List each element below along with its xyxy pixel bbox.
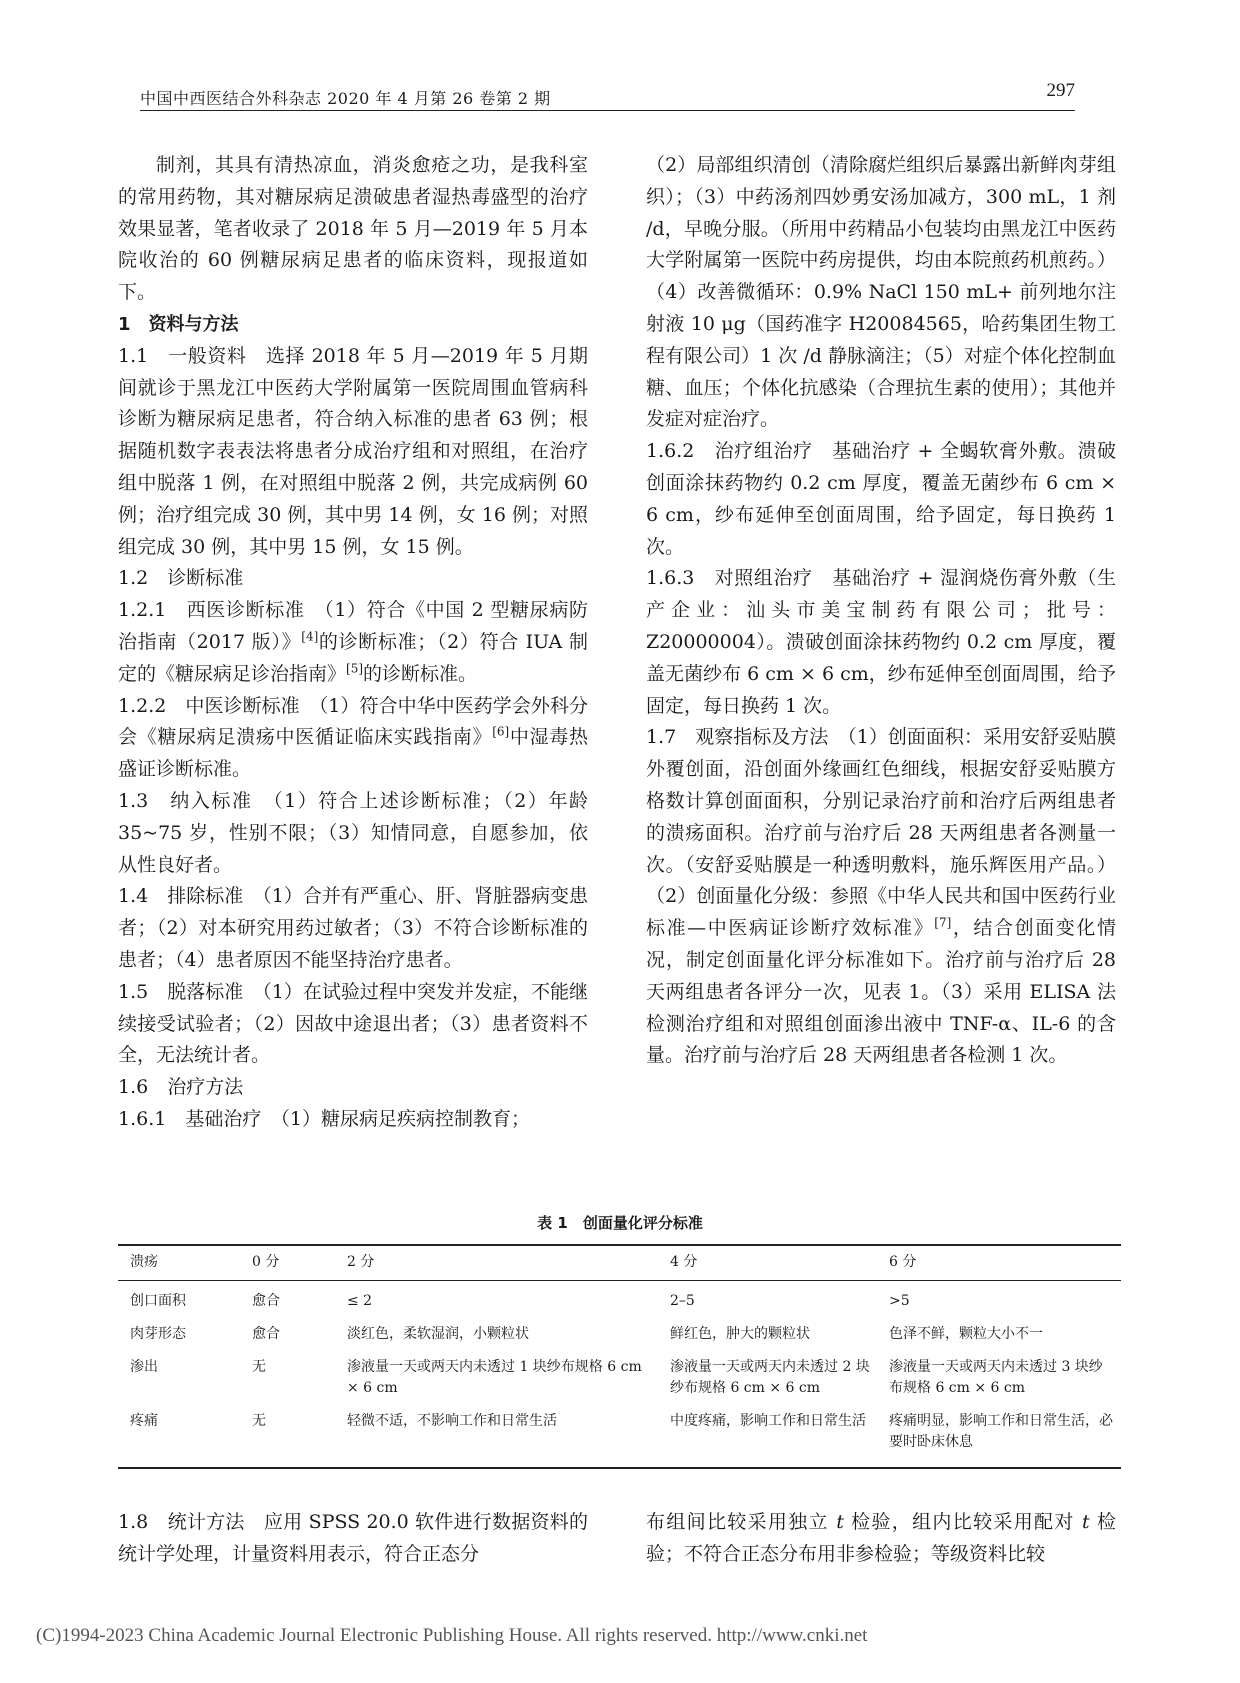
paragraph-text: 的诊断标准。 (363, 662, 478, 685)
citation: [4] (301, 629, 319, 644)
subsection-label: 1.2.2 中医诊断标准 (118, 694, 300, 717)
subsection-label: 1.6.2 治疗组治疗 (646, 440, 813, 463)
intro-paragraph: 制剂，其具有清热凉血，消炎愈疮之功，是我科室的常用药物，其对糖尿病足溃破患者湿热毒盛型的治疗效果显著，笔者收录了 2018 年 5 月—2019 年 5 月本院收治的 60 例糖尿病足患者的临床资料，现报道如下。 (118, 154, 588, 304)
paragraph-text: 的诊断标准；（2）符合 IUA 制定的《糖尿病足诊治指南》 (118, 630, 588, 685)
subsection-label: 1.4 排除标准 (118, 885, 244, 908)
paragraph-text: ，结合创面变化情况，制定创面量化评分标准如下。治疗前与治疗后 28 天两组患者各评分一次，见表 1。（3）采用 ELISA 法检测治疗组和对照组创面渗出液中 TNF-α、IL-6 的含量。治疗前与治疗后 28 天两组患者各检测 1 次。 (646, 917, 1116, 1067)
section-1-4 (118, 881, 588, 976)
paragraph-text: 基础治疗 + 湿润烧伤膏外敷（生产企业：汕头市美宝制药有限公司；批号：Z20000004）。溃破创面涂抹药物约 0.2 cm 厚度，覆盖无菌纱布 6 cm × 6 cm，纱布延伸至创面周围，给予固定，每日换药 1 次。 (646, 567, 1116, 717)
table-cell: 淡红色，柔软湿润，小颗粒状 (347, 1326, 529, 1342)
left-column (118, 150, 588, 1136)
table-cell: 渗液量一天或两天内未透过 2 块纱布规格 6 cm × 6 cm (670, 1359, 870, 1396)
right-column (646, 150, 1116, 1072)
table-cell: 鲜红色，肿大的颗粒状 (670, 1326, 810, 1342)
subsection-label: 1.5 脱落标准 (118, 980, 244, 1003)
citation: [5] (346, 661, 364, 676)
table-cell: 渗液量一天或两天内未透过 3 块纱布规格 6 cm × 6 cm (889, 1359, 1103, 1396)
paragraph-text: 应用 SPSS 20.0 软件进行数据资料的统计学处理，计量资料用表示，符合正态分 (118, 1511, 588, 1565)
paragraph-text: 基础治疗 + 全蝎软膏外敷。溃破创面涂抹药物约 0.2 cm 厚度，覆盖无菌纱布 6 cm × 6 cm，纱布延伸至创面周围，给予固定，每日换药 1 次。 (646, 440, 1116, 558)
table-row (118, 1281, 1121, 1319)
table-cell: 创口面积 (130, 1293, 186, 1309)
table-header-cell: 6 分 (877, 1245, 1121, 1281)
table-caption: 表 1 创面量化评分标准 (537, 1214, 703, 1232)
bottom-left-column (118, 1507, 588, 1571)
table-cell: 疼痛 (118, 1405, 240, 1468)
scoring-table (118, 1244, 1121, 1469)
table-cell: 色泽不鲜，颗粒大小不一 (889, 1326, 1043, 1342)
table-cell: 肉芽形态 (130, 1326, 186, 1342)
section-1-6-3 (646, 563, 1116, 722)
paragraph-text: 检验；不符合正态分布用非参检验；等级资料比较 (646, 1511, 1116, 1565)
table-cell: >5 (889, 1293, 910, 1309)
table-cell: 疼痛明显，影响工作和日常生活，必要时卧床休息 (877, 1405, 1121, 1468)
page-number: 297 (1046, 80, 1075, 101)
section-1-5 (118, 977, 588, 1072)
subsection-label: 1.8 统计方法 (118, 1511, 245, 1533)
table-cell: 无 (252, 1359, 266, 1375)
paragraph-text: （1）符合上述诊断标准；（2）年龄 35~75 岁，性别不限；（3）知情同意，自愿参加，依从性良好者。 (118, 789, 588, 876)
section-1-8-continued (646, 1507, 1116, 1571)
table-header-cell: 2 分 (335, 1245, 658, 1281)
table-header-row (118, 1245, 1121, 1281)
subsection-label: 1.3 纳入标准 (118, 789, 253, 812)
copyright-footer: (C)1994-2023 China Academic Journal Electronic Publishing House. All rights reserved. http://www.cnki.net (36, 1625, 868, 1646)
table-cell: 渗出 (130, 1359, 158, 1375)
subsection-label: 1.1 一般资料 (118, 344, 247, 367)
table-header-cell: 溃疡 (118, 1245, 240, 1281)
running-header (140, 80, 1075, 111)
table-cell: 2–5 (670, 1293, 695, 1309)
table-cell: 愈合 (252, 1326, 280, 1342)
paragraph-text: 布组间比较采用独立 (646, 1511, 837, 1533)
paragraph-text: （1）糖尿病足疾病控制教育； (280, 1107, 530, 1130)
paragraph-text: 选择 2018 年 5 月—2019 年 5 月期间就诊于黑龙江中医药大学附属第一医院周围血管病科诊断为糖尿病足患者，符合纳入标准的患者 63 例；根据随机数字表表法将患者分成治疗组和对照组，在治疗组中脱落 1 例，在对照组中脱落 2 例，共完成病例 60 例；治疗组完成 30 例，其中男 14 例，女 16 例；对照组完成 30 例，其中男 15 例，女 15 例。 (118, 344, 588, 558)
section-1-1 (118, 341, 588, 564)
bottom-right-column (646, 1507, 1116, 1571)
table-cell: 轻微不适，不影响工作和日常生活 (335, 1405, 658, 1468)
paragraph-text: （1）合并有严重心、肝、肾脏器病变患者；（2）对本研究用药过敏者；（3）不符合诊断标准的患者；（4）患者原因不能坚持治疗患者。 (118, 885, 588, 971)
citation: [7] (934, 915, 952, 930)
paragraph-text: （1）符合中华中医药学会外科分会《糖尿病足溃疡中医循证临床实践指南》 (118, 694, 588, 749)
table-cell: 无 (240, 1405, 335, 1468)
journal-title: 中国中西医结合外科杂志 2020 年 4 月第 26 卷第 2 期 (140, 89, 551, 108)
table-cell: 渗液量一天或两天内未透过 1 块纱布规格 6 cm × 6 cm (347, 1359, 642, 1396)
table-cell: ≤ 2 (347, 1293, 373, 1309)
section-1-3 (118, 786, 588, 881)
paragraph-text: （1）在试验过程中突发并发症，不能继续接受试验者；（2）因故中途退出者；（3）患者资料不全，无法统计者。 (118, 980, 588, 1067)
paragraph-text: （1）创面面积：采用安舒妥贴膜外覆创面，沿创面外缘画红色细线，根据安舒妥贴膜方格数计算创面面积，分别记录治疗前和治疗后两组患者的溃疡面积。治疗前与治疗后 28 天两组患者各测量一次。（安舒妥贴膜是一种透明敷料，施乐辉医用产品。）（2）创面量化分级：参照《中华人民共和国中医药行业标准—中医病证诊断疗效标准》 (646, 726, 1116, 940)
table-cell: 愈合 (252, 1293, 280, 1309)
section-1-2: 1.2 诊断标准 (118, 567, 244, 590)
section-1-8 (118, 1507, 588, 1571)
section-1-6: 1.6 治疗方法 (118, 1076, 244, 1099)
subsection-label: 1.6.1 基础治疗 (118, 1107, 262, 1130)
table-row (118, 1405, 1121, 1468)
t-symbol: t (1082, 1511, 1090, 1533)
paragraph-text: 检验，组内比较采用配对 (843, 1511, 1082, 1533)
section-1-2-2 (118, 691, 588, 786)
subsection-label: 1.6.3 对照组治疗 (646, 567, 813, 590)
section-1-6-2 (646, 436, 1116, 563)
section-heading: 1 资料与方法 (118, 313, 239, 335)
subsection-label: 1.2.1 西医诊断标准 (118, 599, 305, 622)
table-row (118, 1318, 1121, 1351)
table-cell: 中度疼痛，影响工作和日常生活 (658, 1405, 877, 1468)
t-symbol: t (836, 1511, 844, 1533)
section-1-2-1 (118, 595, 588, 690)
table-header-cell: 0 分 (240, 1245, 335, 1281)
section-1-6-1 (118, 1104, 588, 1136)
subsection-label: 1.7 观察指标及方法 (646, 726, 829, 749)
section-1-7 (646, 722, 1116, 1072)
table-header-cell: 4 分 (658, 1245, 877, 1281)
continued-paragraph: （2）局部组织清创（清除腐烂组织后暴露出新鲜肉芽组织）；（3）中药汤剂四妙勇安汤加减方，300 mL，1 剂 /d，早晚分服。（所用中药精品小包装均由黑龙江中医药大学附属第一医院中药房提供，均由本院煎药机煎药。）（4）改善微循环：0.9% NaCl 150 mL+ 前列地尔注射液 10 μg（国药准字 H20084565，哈药集团生物工程有限公司）1 次 /d 静脉滴注；（5）对症个体化控制血糖、血压；个体化抗感染（合理抗生素的使用）；其他并发症对症治疗。 (646, 154, 1116, 431)
citation: [6] (492, 725, 510, 740)
paragraph-text: 中湿毒热盛证诊断标准。 (118, 726, 588, 781)
paragraph-text: （1）符合《中国 2 型糖尿病防治指南（2017 版）》 (118, 599, 588, 653)
table-row (118, 1351, 1121, 1405)
